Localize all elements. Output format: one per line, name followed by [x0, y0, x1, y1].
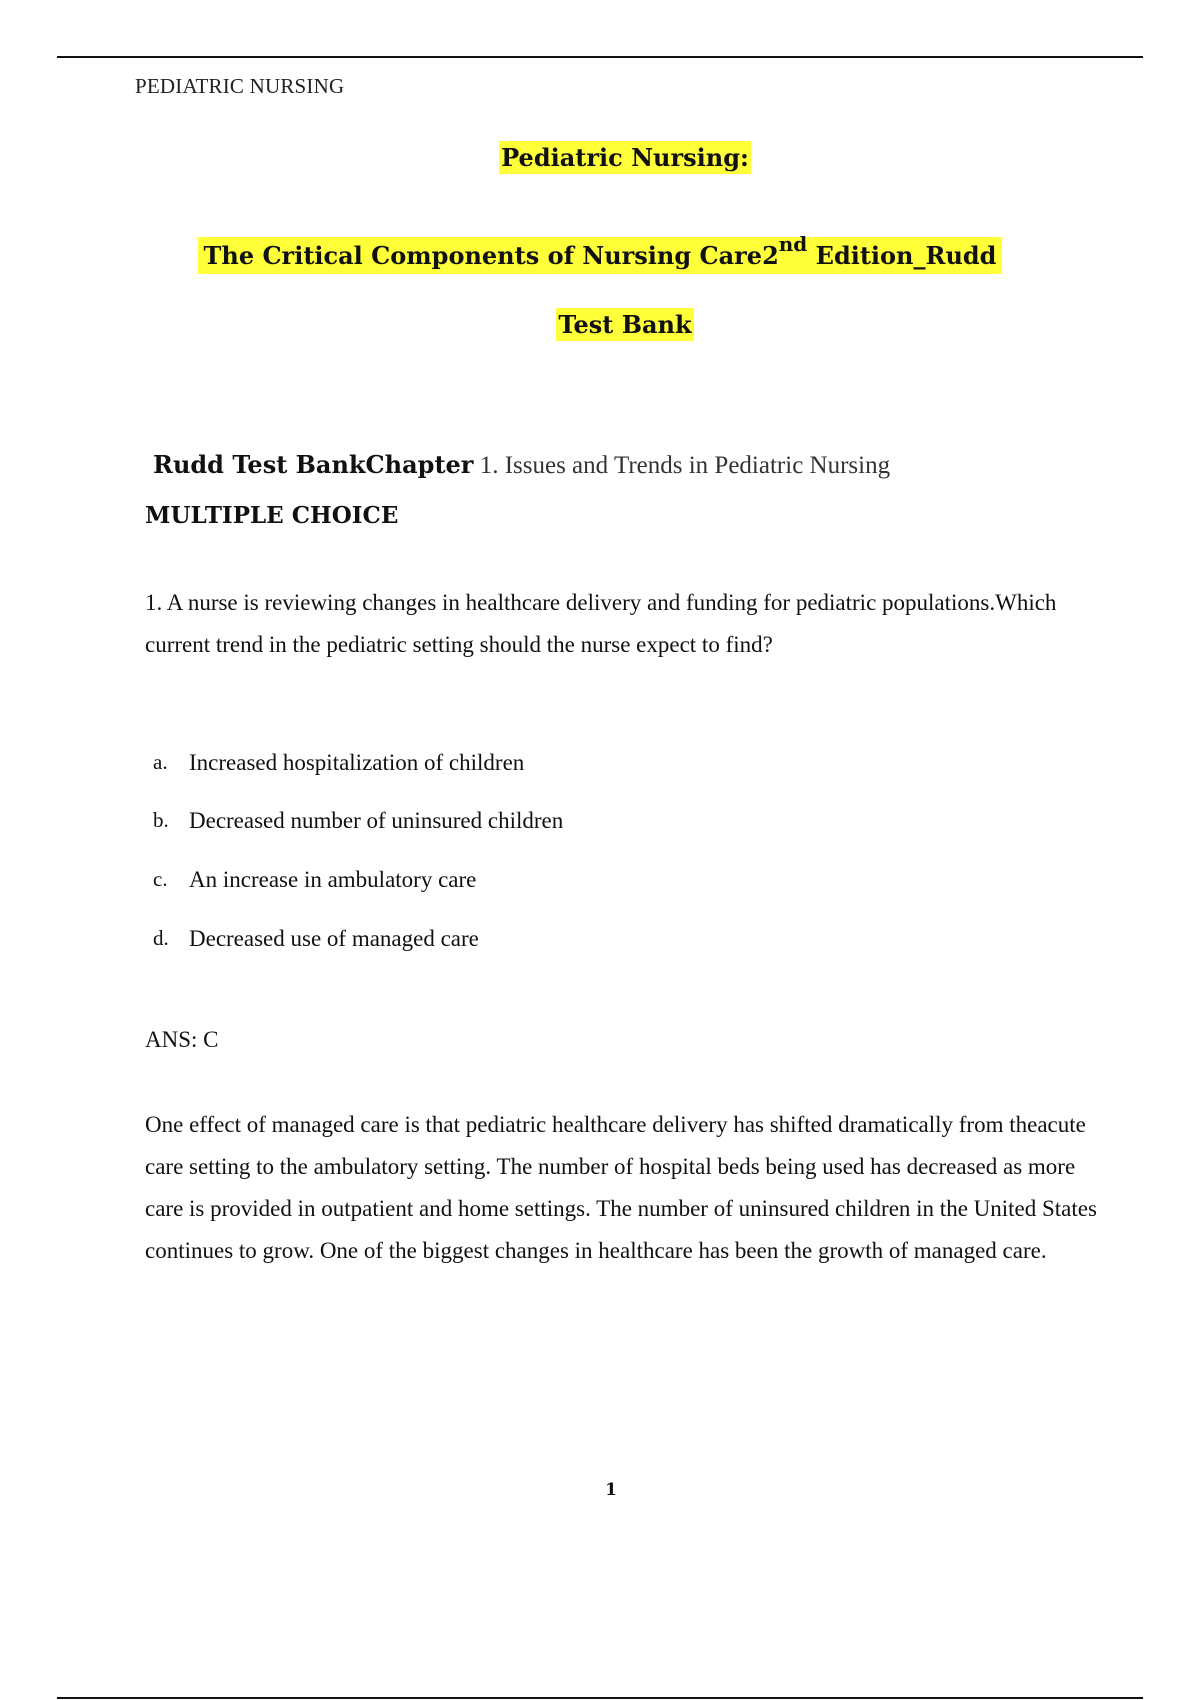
top-rule	[57, 56, 1143, 58]
section-heading: MULTIPLE CHOICE	[145, 502, 399, 529]
chapter-heading	[153, 450, 890, 480]
option-text: Decreased number of uninsured children	[189, 808, 564, 833]
page-number: 1	[605, 1480, 617, 1500]
option-letter: b.	[153, 808, 169, 832]
question-text: 1. A nurse is reviewing changes in healthcare delivery and funding for pediatric populations.Which current trend in the pediatric setting should the nurse expect to find?	[145, 590, 1057, 657]
running-header: PEDIATRIC NURSING	[135, 74, 345, 98]
option-letter: d.	[153, 926, 169, 950]
option-text: An increase in ambulatory care	[189, 867, 477, 892]
subtitle-rest: Edition_Rudd	[807, 241, 997, 270]
subtitle-main: The Critical Components of Nursing Care2	[203, 241, 779, 270]
title-line-3	[25, 310, 1200, 339]
option-d	[153, 926, 479, 952]
option-letter: c.	[153, 867, 168, 891]
option-c	[153, 867, 476, 893]
title-test-bank: Test Bank	[558, 310, 692, 339]
option-text: Increased hospitalization of children	[189, 750, 525, 775]
chapter-bold: Rudd Test BankChapter	[153, 450, 474, 479]
option-text: Decreased use of managed care	[189, 926, 479, 951]
rationale-text: One effect of managed care is that pediatric healthcare delivery has shifted dramatically from theacute care setting to the ambulatory setting. The number of hospital beds being used has decreased as more care is provided in outpatient and home settings. The number of uninsured children in the United States continues to grow. One of the biggest changes in healthcare has been the growth of managed care.	[145, 1112, 1097, 1263]
option-letter: a.	[153, 750, 168, 774]
title-line-1	[25, 143, 1200, 172]
chapter-title: 1. Issues and Trends in Pediatric Nursing	[473, 452, 891, 479]
option-b	[153, 808, 563, 834]
title-main: Pediatric Nursing:	[501, 143, 749, 172]
answer-key: ANS: C	[145, 1027, 219, 1052]
title-line-2	[0, 232, 1200, 270]
subtitle-superscript: nd	[778, 232, 808, 256]
bottom-rule	[57, 1697, 1143, 1699]
title-subtitle	[198, 232, 1003, 274]
option-a	[153, 750, 524, 776]
